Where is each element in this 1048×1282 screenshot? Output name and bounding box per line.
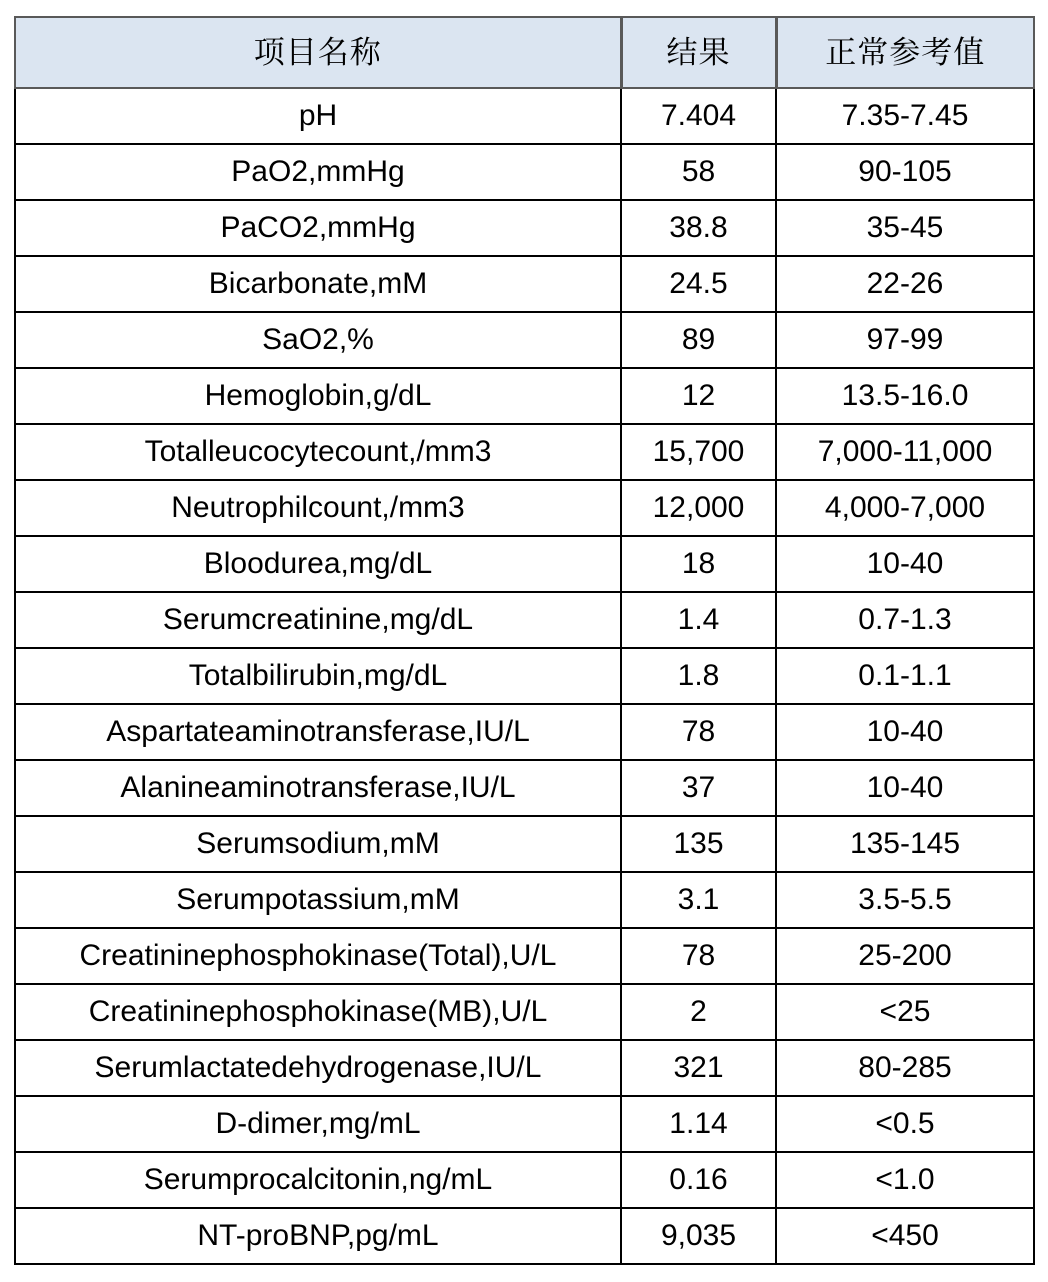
table-row [15, 872, 1034, 928]
lab-row-analyte-name-text: Serumprocalcitonin,ng/mL [143, 1163, 493, 1196]
lab-row-reference-range [776, 312, 1034, 368]
lab-row-analyte-name-text: Serumsodium,mM [196, 827, 440, 860]
lab-row-result-value [621, 1208, 776, 1264]
lab-row-analyte-name-text: Bicarbonate,mM [208, 267, 428, 300]
lab-row-result-value [621, 816, 776, 872]
lab-row-result-value-text: 7.404 [660, 99, 737, 132]
table-row [15, 760, 1034, 816]
lab-row-result-value [621, 200, 776, 256]
lab-row-analyte-name [15, 984, 621, 1040]
table-row [15, 480, 1034, 536]
lab-row-reference-range [776, 1208, 1034, 1264]
lab-row-result-value [621, 424, 776, 480]
lab-row-reference-range [776, 760, 1034, 816]
lab-row-result-value-text: 78 [681, 939, 716, 972]
lab-row-result-value-text: 24.5 [669, 267, 728, 300]
lab-row-result-value [621, 760, 776, 816]
lab-row-result-value [621, 312, 776, 368]
lab-row-analyte-name [15, 592, 621, 648]
lab-row-analyte-name-text: Serumcreatinine,mg/dL [162, 603, 474, 636]
table-row [15, 1096, 1034, 1152]
table-row [15, 88, 1034, 144]
lab-row-analyte-name-text: Creatininephosphokinase(MB),U/L [88, 995, 548, 1028]
lab-row-analyte-name [15, 144, 621, 200]
lab-row-reference-range-text: 10-40 [866, 771, 944, 804]
lab-row-reference-range [776, 536, 1034, 592]
lab-row-reference-range-text: 25-200 [858, 939, 952, 972]
table-row [15, 704, 1034, 760]
lab-row-analyte-name-text: PaCO2,mmHg [220, 211, 416, 244]
lab-row-reference-range [776, 592, 1034, 648]
table-body [15, 88, 1034, 1264]
lab-row-analyte-name-text: Serumlactatedehydrogenase,IU/L [94, 1051, 542, 1084]
lab-row-analyte-name [15, 648, 621, 704]
table-row [15, 424, 1034, 480]
table-row [15, 984, 1034, 1040]
lab-row-result-value [621, 368, 776, 424]
lab-row-analyte-name [15, 816, 621, 872]
table-row [15, 200, 1034, 256]
lab-row-analyte-name [15, 704, 621, 760]
lab-row-analyte-name [15, 424, 621, 480]
lab-row-reference-range-text: 13.5-16.0 [841, 379, 969, 412]
lab-row-reference-range-text: 97-99 [866, 323, 944, 356]
lab-row-analyte-name-text: Alanineaminotransferase,IU/L [120, 771, 516, 804]
lab-row-result-value-text: 321 [673, 1051, 724, 1084]
column-header-item-name [15, 17, 621, 88]
lab-row-result-value [621, 1152, 776, 1208]
table-header [15, 17, 1034, 88]
lab-row-analyte-name [15, 1208, 621, 1264]
lab-row-result-value-text: 15,700 [652, 435, 745, 468]
lab-row-result-value-text: 12 [681, 379, 716, 412]
table-row [15, 536, 1034, 592]
table-row [15, 816, 1034, 872]
lab-row-reference-range [776, 480, 1034, 536]
lab-row-result-value-text: 9,035 [660, 1219, 737, 1252]
lab-row-reference-range [776, 424, 1034, 480]
table-row [15, 144, 1034, 200]
column-header-result [621, 17, 776, 88]
table-row [15, 256, 1034, 312]
lab-row-analyte-name [15, 256, 621, 312]
lab-row-analyte-name [15, 200, 621, 256]
column-header-reference-range-label: 正常参考值 [825, 34, 986, 71]
lab-row-analyte-name [15, 368, 621, 424]
lab-row-reference-range [776, 368, 1034, 424]
lab-row-result-value [621, 704, 776, 760]
lab-row-result-value [621, 144, 776, 200]
lab-row-result-value-text: 2 [690, 995, 707, 1028]
lab-row-reference-range [776, 704, 1034, 760]
lab-row-analyte-name-text: pH [298, 99, 338, 132]
lab-row-reference-range-text: <25 [879, 995, 931, 1028]
lab-row-reference-range-text: 3.5-5.5 [858, 883, 952, 916]
table-row [15, 592, 1034, 648]
lab-row-analyte-name-text: PaO2,mmHg [231, 155, 405, 188]
table-row [15, 1152, 1034, 1208]
lab-row-reference-range-text: 7,000-11,000 [817, 435, 993, 468]
table-row [15, 368, 1034, 424]
lab-row-reference-range [776, 200, 1034, 256]
lab-row-result-value [621, 872, 776, 928]
lab-row-result-value [621, 928, 776, 984]
lab-row-analyte-name-text: Bloodurea,mg/dL [203, 547, 433, 580]
lab-row-reference-range-text: 7.35-7.45 [841, 99, 969, 132]
lab-row-result-value-text: 135 [673, 827, 724, 860]
lab-row-reference-range [776, 1096, 1034, 1152]
lab-row-analyte-name [15, 872, 621, 928]
lab-row-reference-range-text: 4,000-7,000 [824, 491, 986, 524]
lab-row-result-value-text: 12,000 [652, 491, 745, 524]
lab-row-result-value [621, 592, 776, 648]
lab-row-result-value [621, 1096, 776, 1152]
lab-row-analyte-name [15, 1096, 621, 1152]
lab-row-reference-range-text: 10-40 [866, 547, 944, 580]
lab-row-reference-range-text: 22-26 [866, 267, 944, 300]
lab-row-analyte-name [15, 312, 621, 368]
lab-row-reference-range [776, 928, 1034, 984]
lab-row-result-value [621, 480, 776, 536]
lab-row-result-value [621, 536, 776, 592]
lab-row-reference-range-text: 35-45 [866, 211, 944, 244]
lab-row-analyte-name [15, 760, 621, 816]
lab-row-reference-range [776, 88, 1034, 144]
lab-row-result-value-text: 1.4 [677, 603, 720, 636]
lab-row-analyte-name [15, 536, 621, 592]
table-row [15, 648, 1034, 704]
lab-results-table [14, 16, 1035, 1265]
table-row [15, 928, 1034, 984]
lab-row-analyte-name-text: Totalleucocytecount,/mm3 [144, 435, 492, 468]
lab-row-analyte-name [15, 1152, 621, 1208]
lab-row-result-value-text: 18 [681, 547, 716, 580]
lab-row-analyte-name-text: Creatininephosphokinase(Total),U/L [79, 939, 557, 972]
lab-row-analyte-name-text: Totalbilirubin,mg/dL [188, 659, 448, 692]
lab-row-result-value [621, 88, 776, 144]
column-header-item-name-label: 项目名称 [253, 34, 382, 71]
lab-row-reference-range [776, 648, 1034, 704]
lab-row-reference-range [776, 872, 1034, 928]
lab-row-analyte-name-text: Neutrophilcount,/mm3 [171, 491, 465, 524]
lab-row-reference-range-text: <1.0 [875, 1163, 935, 1196]
lab-row-analyte-name [15, 928, 621, 984]
lab-row-result-value-text: 0.16 [669, 1163, 728, 1196]
lab-row-reference-range-text: 80-285 [858, 1051, 952, 1084]
lab-row-analyte-name-text: SaO2,% [262, 323, 374, 356]
column-header-reference-range [776, 17, 1034, 88]
lab-row-analyte-name-text: NT-proBNP,pg/mL [197, 1219, 439, 1252]
lab-row-result-value-text: 58 [681, 155, 716, 188]
lab-row-reference-range [776, 816, 1034, 872]
lab-row-analyte-name [15, 88, 621, 144]
lab-row-analyte-name [15, 480, 621, 536]
lab-row-reference-range [776, 1152, 1034, 1208]
lab-row-result-value-text: 38.8 [669, 211, 728, 244]
lab-row-analyte-name-text: Hemoglobin,g/dL [204, 379, 432, 412]
column-header-result-label: 结果 [666, 34, 731, 71]
lab-row-reference-range-text: <0.5 [875, 1107, 935, 1140]
lab-row-analyte-name-text: Serumpotassium,mM [176, 883, 460, 916]
lab-row-result-value [621, 1040, 776, 1096]
lab-row-reference-range-text: <450 [871, 1219, 939, 1252]
table-header-row [15, 17, 1034, 88]
table-row [15, 1208, 1034, 1264]
lab-row-reference-range-text: 135-145 [849, 827, 961, 860]
lab-row-analyte-name-text: D-dimer,mg/mL [215, 1107, 421, 1140]
lab-row-reference-range-text: 10-40 [866, 715, 944, 748]
lab-row-result-value [621, 256, 776, 312]
lab-row-reference-range [776, 256, 1034, 312]
lab-row-reference-range-text: 90-105 [858, 155, 952, 188]
lab-row-result-value-text: 1.8 [677, 659, 720, 692]
lab-row-analyte-name-text: Aspartateaminotransferase,IU/L [106, 715, 530, 748]
lab-row-result-value [621, 984, 776, 1040]
table-row [15, 312, 1034, 368]
lab-row-reference-range [776, 1040, 1034, 1096]
lab-row-reference-range-text: 0.7-1.3 [858, 603, 952, 636]
lab-row-reference-range [776, 984, 1034, 1040]
lab-row-analyte-name [15, 1040, 621, 1096]
lab-row-reference-range [776, 144, 1034, 200]
lab-row-result-value-text: 37 [681, 771, 716, 804]
lab-row-result-value-text: 1.14 [669, 1107, 728, 1140]
lab-results-table-container [14, 16, 1033, 1265]
table-row [15, 1040, 1034, 1096]
lab-row-result-value-text: 78 [681, 715, 716, 748]
lab-row-result-value [621, 648, 776, 704]
lab-row-result-value-text: 3.1 [677, 883, 720, 916]
lab-row-reference-range-text: 0.1-1.1 [858, 659, 952, 692]
lab-row-result-value-text: 89 [681, 323, 716, 356]
